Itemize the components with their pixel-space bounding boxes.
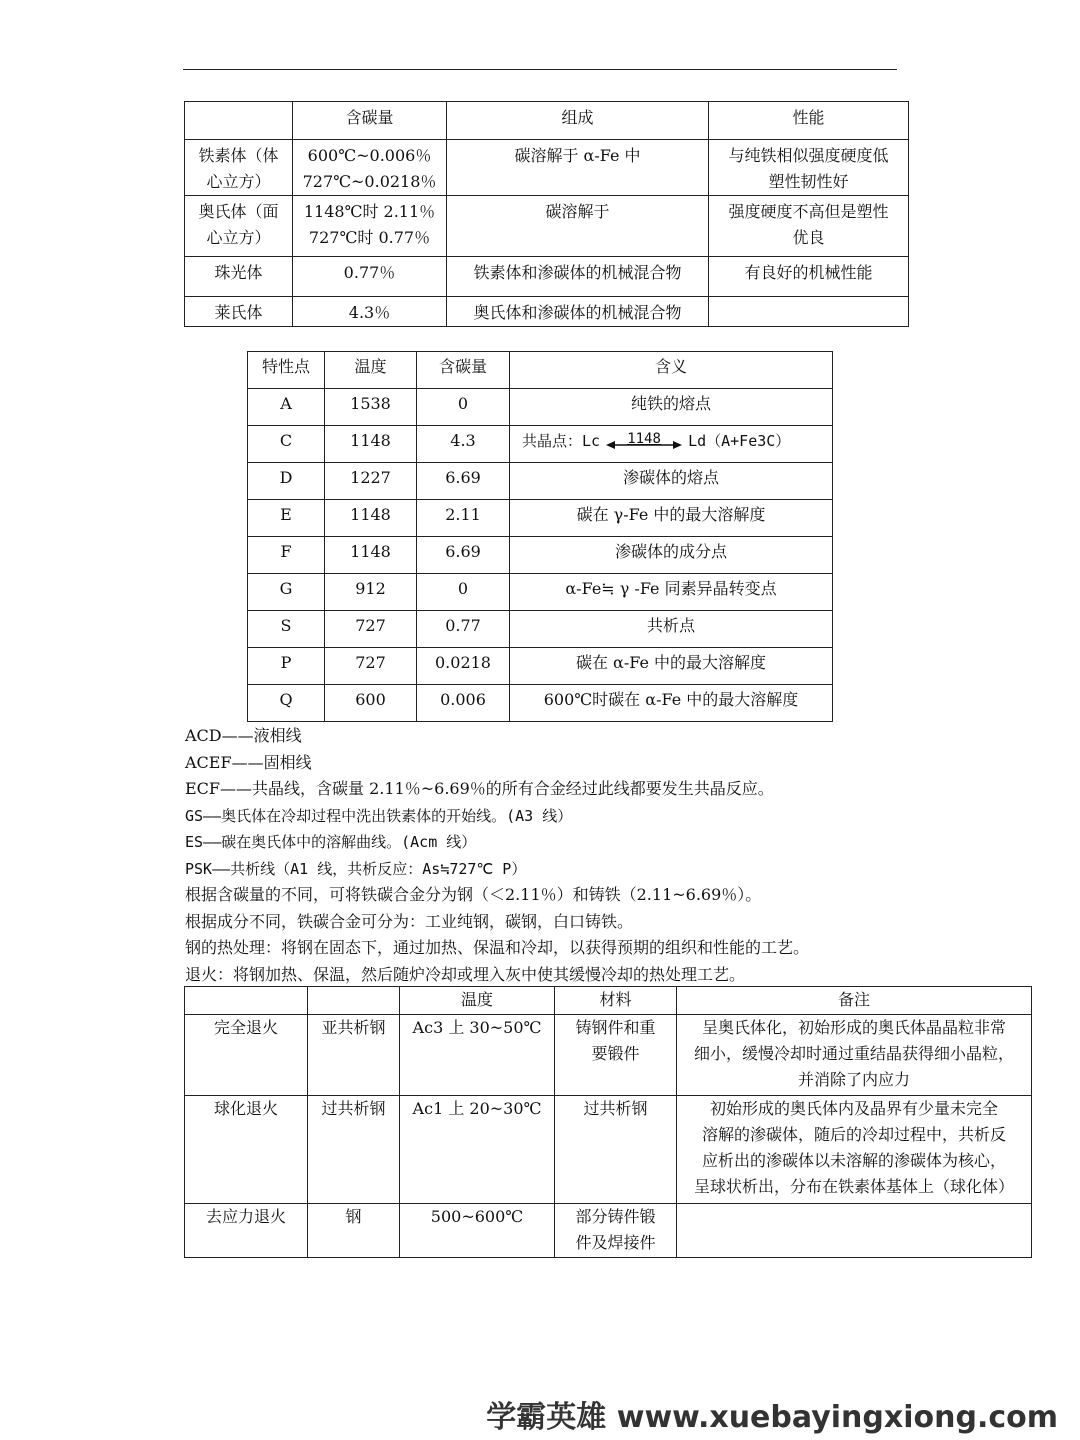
table-row bbox=[248, 648, 833, 685]
header-rule bbox=[183, 69, 897, 70]
point: G bbox=[248, 574, 325, 611]
header-cell: 性能 bbox=[709, 102, 909, 140]
header-cell: 温度 bbox=[325, 352, 417, 389]
header-cell: 温度 bbox=[400, 987, 555, 1015]
point: S bbox=[248, 611, 325, 648]
table-row bbox=[185, 1096, 1032, 1204]
carbon-content: 0.77 bbox=[417, 611, 510, 648]
meaning: 碳在 α-Fe 中的最大溶解度 bbox=[510, 648, 833, 685]
material: 过共析钢 bbox=[555, 1096, 677, 1204]
steel-type: 过共析钢 bbox=[308, 1096, 400, 1204]
temperature: 1538 bbox=[325, 389, 417, 426]
header-cell bbox=[185, 102, 293, 140]
note-line: 根据成分不同，铁碳合金可分为：工业纯钢，碳钢，白口铸铁。 bbox=[185, 911, 634, 931]
table-row bbox=[185, 257, 909, 297]
header-cell: 含碳量 bbox=[293, 102, 447, 140]
temperature: 1148 bbox=[325, 426, 417, 463]
note-line: ES——碳在奥氏体中的溶解曲线。(Acm 线） bbox=[185, 833, 477, 851]
point: F bbox=[248, 537, 325, 574]
material: 铸钢件和重 要锻件 bbox=[555, 1015, 677, 1096]
notes-section bbox=[185, 723, 1045, 988]
carbon-content: 0 bbox=[417, 389, 510, 426]
header-cell: 特性点 bbox=[248, 352, 325, 389]
annealing-name: 完全退火 bbox=[185, 1015, 308, 1096]
table-row bbox=[248, 500, 833, 537]
carbon-content: 4.3 bbox=[417, 426, 510, 463]
temperature: 500~600℃ bbox=[400, 1204, 555, 1258]
property: 有良好的机械性能 bbox=[709, 257, 909, 297]
remark: 初始形成的奥氏体内及晶界有少量未完全 溶解的渗碳体，随后的冷却过程中，共析反 应析出的渗碳体以未溶解的渗碳体为核心， 呈球状析出，分布在铁素体基体上（球化体） bbox=[677, 1096, 1032, 1204]
carbon-content: 4.3％ bbox=[293, 297, 447, 327]
meaning: 渗碳体的熔点 bbox=[510, 463, 833, 500]
note-line: 根据含碳量的不同，可将铁碳合金分为钢（＜2.11％）和铸铁（2.11~6.69％）。 bbox=[185, 885, 762, 904]
table-row bbox=[248, 389, 833, 426]
material: 部分铸件锻 件及焊接件 bbox=[555, 1204, 677, 1258]
note-line: ACEF——固相线 bbox=[185, 752, 312, 772]
meaning: 600℃时碳在 α-Fe 中的最大溶解度 bbox=[510, 685, 833, 722]
note-line: PSK——共析线（A1 线，共析反应：As≒727℃ P） bbox=[185, 859, 527, 878]
carbon-content: 2.11 bbox=[417, 500, 510, 537]
footer-watermark: 学霸英雄 www.xuebayingxiong.com bbox=[486, 1400, 1058, 1435]
double-arrow-icon bbox=[606, 432, 682, 452]
meaning: 碳在 γ-Fe 中的最大溶解度 bbox=[510, 500, 833, 537]
remark bbox=[677, 1204, 1032, 1258]
table-row bbox=[248, 463, 833, 500]
temperature: Ac3 上 30~50℃ bbox=[400, 1015, 555, 1096]
point: A bbox=[248, 389, 325, 426]
carbon-content: 0 bbox=[417, 574, 510, 611]
annealing-table bbox=[184, 986, 1032, 1258]
table-row bbox=[248, 537, 833, 574]
eutectic-prefix: 共晶点：Lc bbox=[522, 432, 601, 450]
temperature: 1227 bbox=[325, 463, 417, 500]
note-line: 钢的热处理：将钢在固态下，通过加热、保温和冷却，以获得预期的组织和性能的工艺。 bbox=[185, 938, 810, 957]
carbon-content: 0.77％ bbox=[293, 257, 447, 297]
temperature: 727 bbox=[325, 611, 417, 648]
header-cell bbox=[185, 987, 308, 1015]
arrow-label: 1148 bbox=[627, 430, 661, 447]
table-row bbox=[248, 426, 833, 463]
meaning: 渗碳体的成分点 bbox=[510, 537, 833, 574]
table-row bbox=[248, 685, 833, 722]
temperature: 1148 bbox=[325, 537, 417, 574]
eutectic-suffix: Ld（A+Fe3C） bbox=[688, 432, 791, 450]
meaning: α-Fe≒ γ -Fe 同素异晶转变点 bbox=[510, 574, 833, 611]
table-row bbox=[185, 1204, 1032, 1258]
composition: 铁素体和渗碳体的机械混合物 bbox=[447, 257, 709, 297]
annealing-name: 去应力退火 bbox=[185, 1204, 308, 1258]
point: Q bbox=[248, 685, 325, 722]
carbon-content: 0.006 bbox=[417, 685, 510, 722]
carbon-content: 600℃~0.006％ 727℃~0.0218％ bbox=[293, 140, 447, 196]
meaning: 纯铁的熔点 bbox=[510, 389, 833, 426]
property: 与纯铁相似强度硬度低 塑性韧性好 bbox=[709, 140, 909, 196]
carbon-content: 6.69 bbox=[417, 537, 510, 574]
point: P bbox=[248, 648, 325, 685]
steel-type: 钢 bbox=[308, 1204, 400, 1258]
composition: 碳溶解于 bbox=[447, 196, 709, 257]
header-cell bbox=[308, 987, 400, 1015]
carbon-content: 6.69 bbox=[417, 463, 510, 500]
table-row bbox=[248, 574, 833, 611]
note-line: ACD——液相线 bbox=[185, 726, 302, 745]
table-row bbox=[185, 1015, 1032, 1096]
table-row bbox=[185, 140, 909, 196]
point: E bbox=[248, 500, 325, 537]
header-cell: 含碳量 bbox=[417, 352, 510, 389]
remark: 呈奥氏体化，初始形成的奥氏体晶晶粒非常 细小，缓慢冷却时通过重结晶获得细小晶粒， 并消除了内应力 bbox=[677, 1015, 1032, 1096]
temperature: 600 bbox=[325, 685, 417, 722]
annealing-name: 球化退火 bbox=[185, 1096, 308, 1204]
point: D bbox=[248, 463, 325, 500]
phase-name: 奥氏体（面 心立方） bbox=[185, 196, 293, 257]
characteristic-points-table bbox=[247, 351, 833, 722]
property bbox=[709, 297, 909, 327]
phase-name: 铁素体（体 心立方） bbox=[185, 140, 293, 196]
table-row bbox=[248, 611, 833, 648]
table-row bbox=[185, 196, 909, 257]
composition: 奥氏体和渗碳体的机械混合物 bbox=[447, 297, 709, 327]
property: 强度硬度不高但是塑性 优良 bbox=[709, 196, 909, 257]
note-line: 退火：将钢加热、保温，然后随炉冷却或埋入灰中使其缓慢冷却的热处理工艺。 bbox=[185, 964, 746, 984]
header-cell: 备注 bbox=[677, 987, 1032, 1015]
note-line: GS——奥氏体在冷却过程中洗出铁素体的开始线。(A3 线） bbox=[185, 806, 573, 825]
header-cell: 材料 bbox=[555, 987, 677, 1015]
temperature: 912 bbox=[325, 574, 417, 611]
meaning bbox=[510, 426, 833, 463]
point: C bbox=[248, 426, 325, 463]
phase-properties-table bbox=[184, 101, 909, 327]
table-header-row bbox=[185, 102, 909, 140]
table-header-row bbox=[185, 987, 1032, 1015]
phase-name: 莱氏体 bbox=[185, 297, 293, 327]
carbon-content: 0.0218 bbox=[417, 648, 510, 685]
carbon-content: 1148℃时 2.11％ 727℃时 0.77％ bbox=[293, 196, 447, 257]
phase-name: 珠光体 bbox=[185, 257, 293, 297]
composition: 碳溶解于 α-Fe 中 bbox=[447, 140, 709, 196]
header-cell: 含义 bbox=[510, 352, 833, 389]
meaning: 共析点 bbox=[510, 611, 833, 648]
temperature: 1148 bbox=[325, 500, 417, 537]
temperature: Ac1 上 20~30℃ bbox=[400, 1096, 555, 1204]
steel-type: 亚共析钢 bbox=[308, 1015, 400, 1096]
table-header-row bbox=[248, 352, 833, 389]
table-row bbox=[185, 297, 909, 327]
temperature: 727 bbox=[325, 648, 417, 685]
header-cell: 组成 bbox=[447, 102, 709, 140]
note-line: ECF——共晶线，含碳量 2.11％~6.69％的所有合金经过此线都要发生共晶反应。 bbox=[185, 779, 774, 798]
